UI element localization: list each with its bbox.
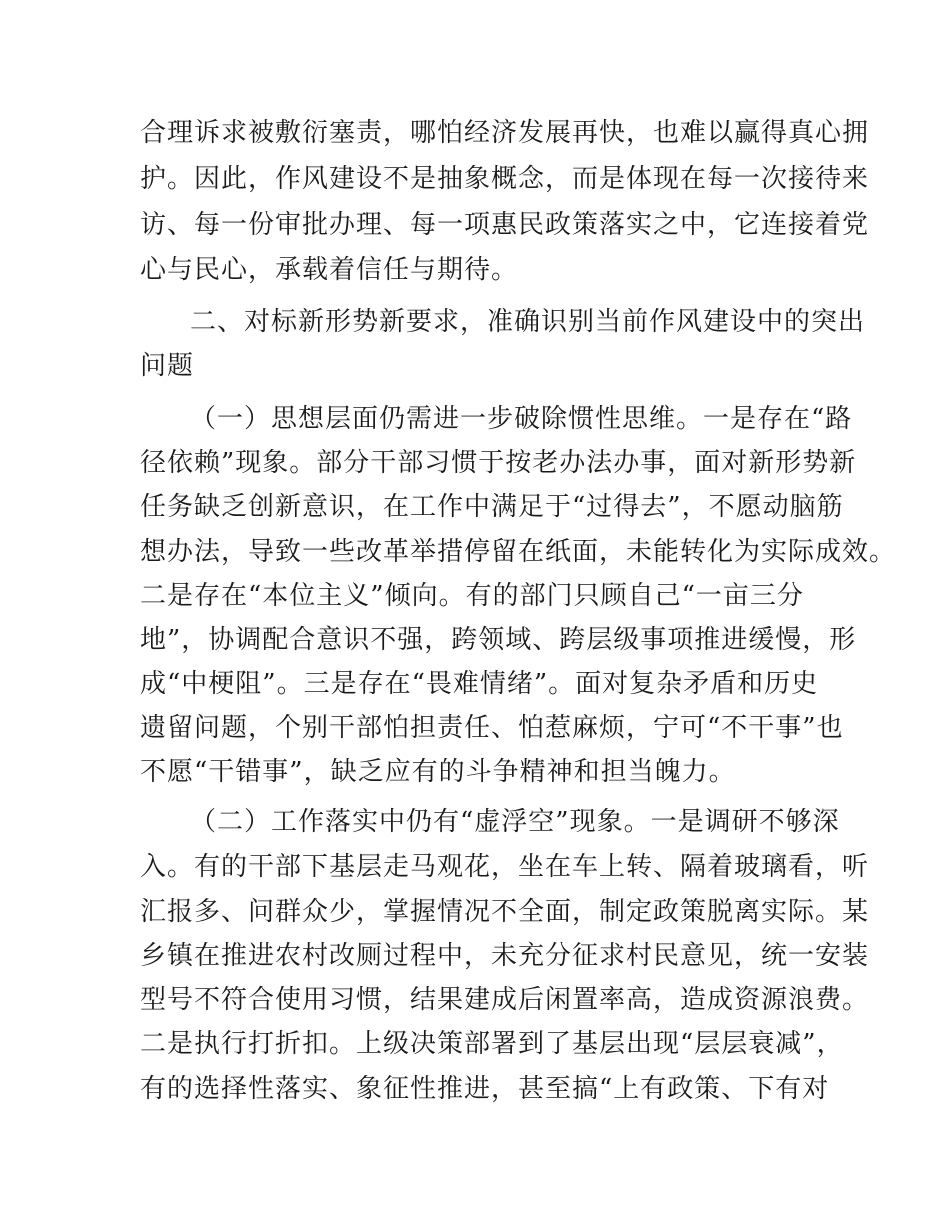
body-text-line: 汇报多、问群众少，掌握情况不全面，制定政策脱离实际。某 [140, 897, 870, 927]
body-text-line: 合理诉求被敷衍塞责，哪怕经济发展再快，也难以赢得真心拥 [140, 118, 870, 148]
body-text-line: 成“中梗阻”。三是存在“畏难情绪”。面对复杂矛盾和历史 [140, 669, 819, 699]
body-text-line: 遗留问题，个别干部怕担责任、怕惹麻烦，宁可“不干事”也 [140, 713, 844, 743]
body-text-line: 不愿“干错事”，缺乏应有的斗争精神和担当魄力。 [140, 757, 736, 787]
body-text-line: 任务缺乏创新意识，在工作中满足于“过得去”，不愿动脑筋 [140, 492, 844, 522]
subsection-heading: （二）工作落实中仍有“虚浮空”现象。一是调研不够深 [190, 807, 840, 837]
body-text-line: 二是执行打折扣。上级决策部署到了基层出现“层层衰减”， [140, 1029, 844, 1059]
subsection-heading: （一）思想层面仍需进一步破除惯性思维。一是存在“路 [190, 404, 853, 434]
body-text-line: 型号不符合使用习惯，结果建成后闲置率高，造成资源浪费。 [140, 985, 870, 1015]
body-text-line: 径依赖”现象。部分干部习惯于按老办法办事，面对新形势新 [140, 448, 857, 478]
body-text-line: 有的选择性落实、象征性推进，甚至搞“上有政策、下有对 [140, 1074, 830, 1104]
body-text-line: 想办法，导致一些改革举措停留在纸面，未能转化为实际成效。 [140, 537, 897, 567]
body-text-line: 访、每一份审批办理、每一项惠民政策落实之中，它连接着党 [140, 210, 870, 240]
body-text-line: 入。有的干部下基层走马观花，坐在车上转、隔着玻璃看，听 [140, 852, 870, 882]
body-text-line: 地”，协调配合意识不强，跨领域、跨层级事项推进缓慢，形 [140, 625, 857, 655]
body-text-line: 乡镇在推进农村改厕过程中，未充分征求村民意见，统一安装 [140, 941, 870, 971]
body-text-line: 心与民心，承载着信任与期待。 [140, 255, 519, 285]
body-text-line: 护。因此，作风建设不是抽象概念，而是体现在每一次接待来 [140, 164, 870, 194]
section-heading: 问题 [140, 351, 195, 381]
section-heading: 二、对标新形势新要求，准确识别当前作风建设中的突出 [190, 307, 866, 337]
body-text-line: 二是存在“本位主义”倾向。有的部门只顾自己“一亩三分 [140, 581, 804, 611]
